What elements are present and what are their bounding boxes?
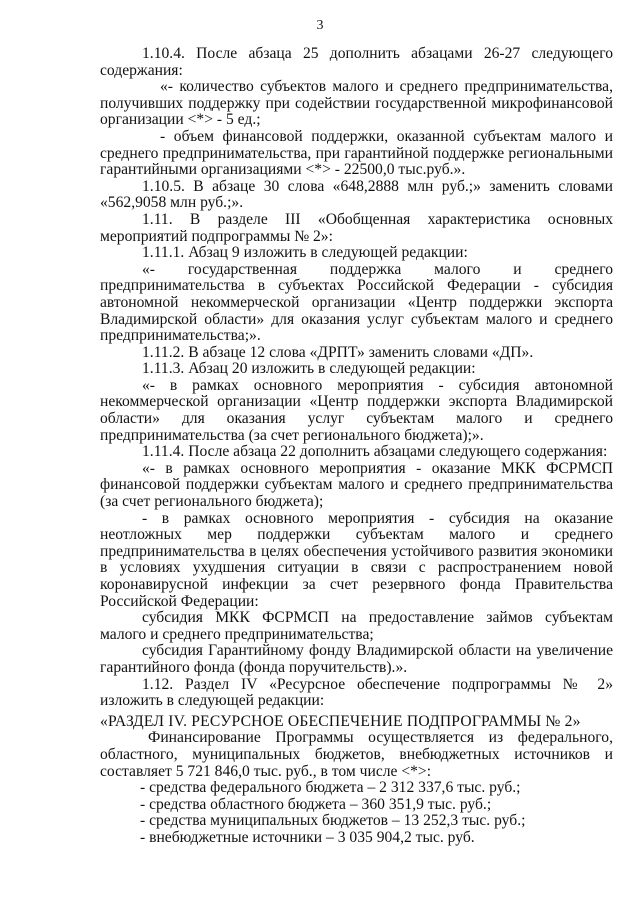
paragraph-1-10-4: 1.10.4. После абзаца 25 дополнить абзацами 26-27 следующего содержания: bbox=[100, 45, 613, 79]
paragraph-guarantee-fund: субсидия Гарантийному фонду Владимирской области на увеличение гарантийного фонда (фонда поручительств).». bbox=[100, 642, 613, 676]
financing-item-federal: - средства федерального бюджета – 2 312 337,6 тыс. руб.; bbox=[140, 779, 521, 797]
financing-item-extrabudgetary: - внебюджетные источники – 3 035 904,2 тыс. руб. bbox=[140, 828, 475, 846]
paragraph-urgent-measures: - в рамках основного мероприятия - субсидия на оказание неотложных мер поддержки субъектам малого и среднего предпринимательства в целях обеспечения устойчивого развития экономики в условиях ухудшения ситуации в связи с распространением новой коронавирусной инфекции за счет резервного фонда Правительства Российской Федерации: bbox=[100, 509, 613, 610]
paragraph-1-11-2: 1.11.2. В абзаце 12 слова «ДРПТ» заменить словами «ДП». bbox=[142, 343, 534, 361]
paragraph-financial-volume: - объем финансовой поддержки, оказанной субъектам малого и среднего предпринимательства, при гарантийной поддержке региональными гарантийными организациями <*> - 22500,0 тыс.руб.». bbox=[100, 127, 613, 179]
financing-item-regional: - средства областного бюджета – 360 351,9 тыс. руб.; bbox=[140, 795, 492, 813]
paragraph-1-12: 1.12. Раздел IV «Ресурсное обеспечение подпрограммы № 2» изложить в следующей редакции: bbox=[100, 675, 613, 710]
paragraph-1-11-4: 1.11.4. После абзаца 22 дополнить абзацами следующего содержания: bbox=[142, 443, 608, 461]
paragraph-1-11-3: 1.11.3. Абзац 20 изложить в следующей редакции: bbox=[142, 360, 476, 378]
financing-intro: Финансирование Программы осуществляется из федерального, областного, муниципальных бюджетов, внебюджетных источников и составляет 5 721 846,0 тыс. руб., в том числе <*>: bbox=[100, 729, 613, 780]
paragraph-1-11: 1.11. В разделе III «Обобщенная характеристика основных мероприятий подпрограммы № 2»: bbox=[100, 210, 613, 245]
paragraph-1-10-5: 1.10.5. В абзаце 30 слова «648,2888 млн руб.;» заменить словами «562,9058 млн руб.;». bbox=[100, 177, 613, 212]
paragraph-main-activity-subsidy: «- в рамках основного мероприятия - субсидия автономной некоммерческой организации «Центр поддержки экспорта Владимирской области» для оказания услуг субъектам малого и среднего предпринимательства (за счет регионального бюджета);». bbox=[100, 376, 613, 444]
financing-item-municipal: - средства муниципальных бюджетов – 13 252,3 тыс. руб.; bbox=[140, 812, 526, 830]
document-body bbox=[100, 46, 613, 847]
paragraph-state-support: «- государственная поддержка малого и среднего предпринимательства в субъектах Российской Федерации - субсидия автономной некоммерческой организации «Центр поддержки экспорта Владимирской области» для оказания услуг субъектам малого и среднего предпринимательства;». bbox=[100, 260, 613, 345]
paragraph-quote-count: «- количество субъектов малого и среднего предпринимательства, получивших поддержку при содействии государственной микрофинансовой организации <*> - 5 ед.; bbox=[100, 78, 613, 129]
section-title: «РАЗДЕЛ IV. РЕСУРСНОЕ ОБЕСПЕЧЕНИЕ ПОДПРОГРАММЫ № 2» bbox=[100, 712, 581, 730]
paragraph-loan-subsidy: субсидия МКК ФСРМСП на предоставление займов субъектам малого и среднего предпринимательства; bbox=[100, 609, 613, 643]
page-number: 3 bbox=[316, 18, 324, 33]
paragraph-1-11-1: 1.11.1. Абзац 9 изложить в следующей редакции: bbox=[142, 244, 468, 262]
paragraph-mkk-support: «- в рамках основного мероприятия - оказание МКК ФСРМСП финансовой поддержки субъектам малого и среднего предпринимательства (за счет регионального бюджета); bbox=[100, 459, 613, 511]
